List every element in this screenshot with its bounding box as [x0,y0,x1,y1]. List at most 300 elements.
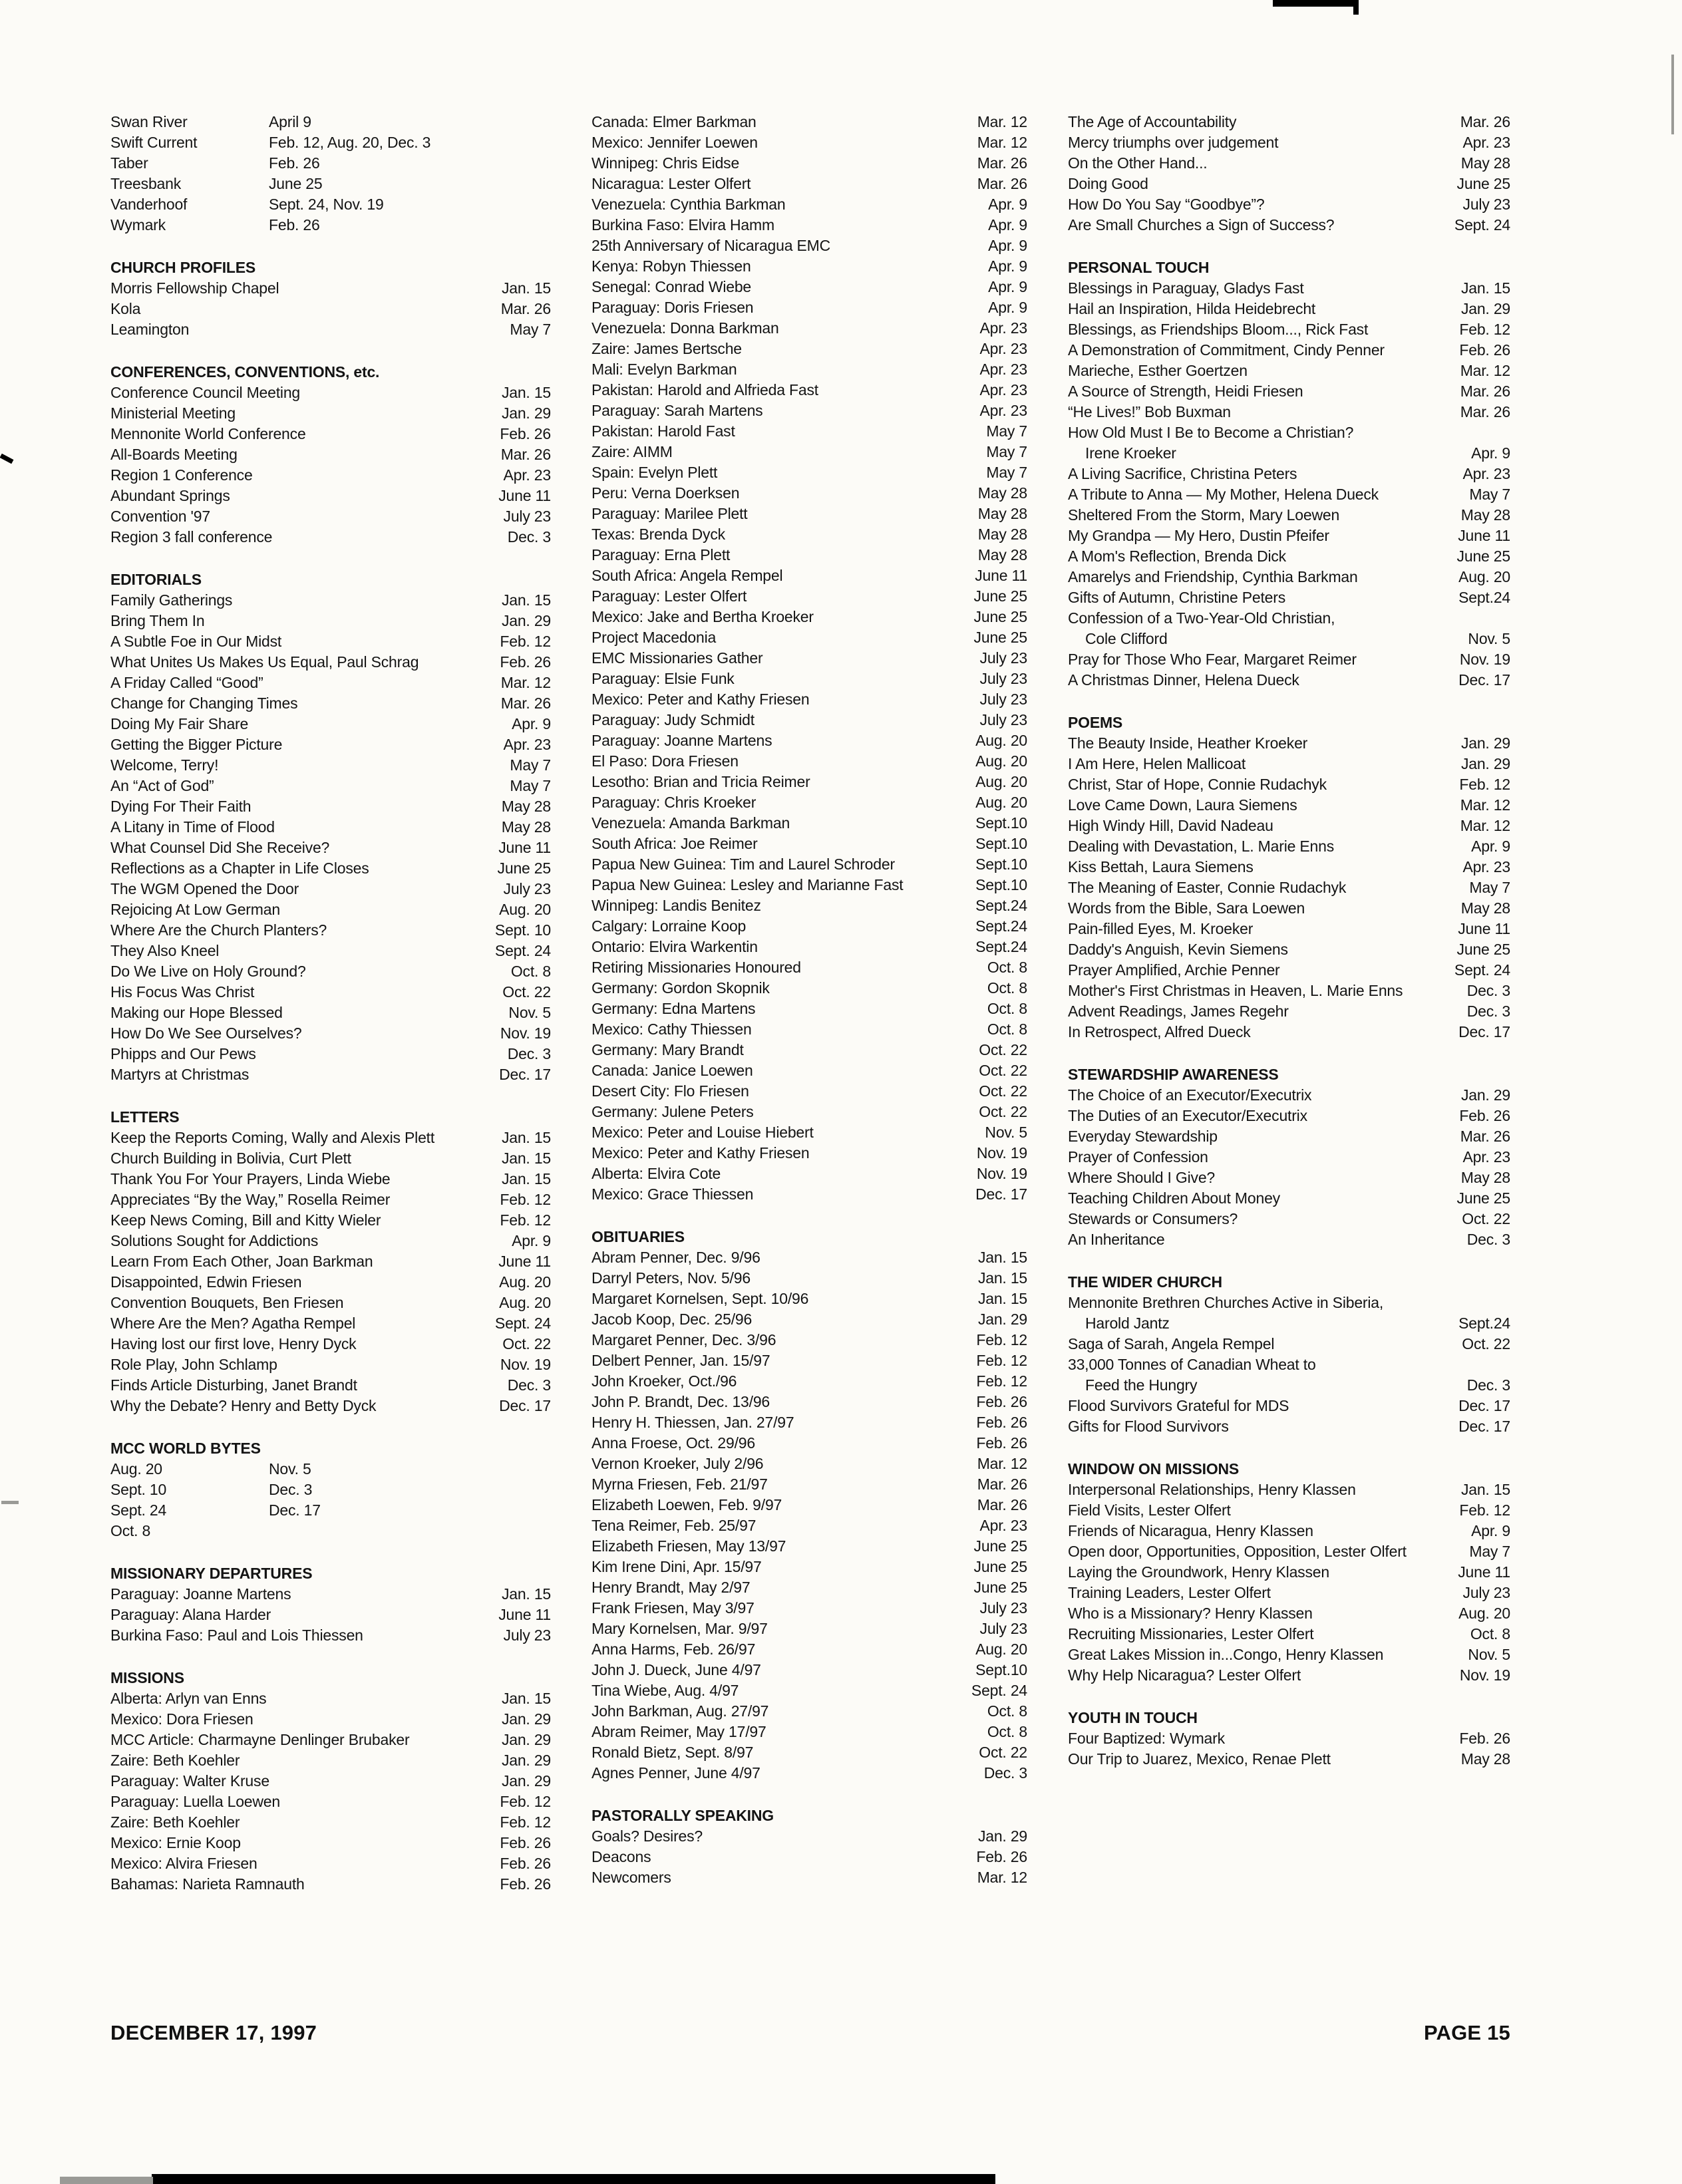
index-entry [110,1625,551,1646]
entry-title: Germany: Julene Peters [591,1103,754,1120]
index-entry [110,631,551,652]
entry-date: Jan. 29 [1460,1086,1510,1104]
entry-date: June 11 [975,567,1027,584]
index-entry [1068,1085,1510,1106]
entry-date: Oct. 22 [979,1041,1027,1058]
entry-date: Sept. 24 [1454,961,1510,979]
entry-date: May 28 [977,546,1027,563]
index-entry [110,1313,551,1334]
entry-title: An “Act of God” [110,777,214,794]
entry-title: Mexico: Jake and Bertha Kroeker [591,608,814,625]
entry-title: Kola [110,300,141,317]
section-heading: MCC WORLD BYTES [110,1440,261,1457]
entry-date: Mar. 12 [1460,796,1510,814]
entry-date: June 11 [498,1253,551,1270]
index-entry [1068,1001,1510,1022]
entry-date: Mar. 12 [1460,817,1510,834]
index-entry [110,817,551,838]
entry-date: July 23 [1462,1584,1510,1601]
entry-date: Jan. 15 [501,1585,551,1603]
entry-title: Keep News Coming, Bill and Kitty Wieler [110,1211,381,1229]
index-entry [1068,1229,1510,1250]
index-entry [110,215,551,235]
entry-title: Family Gatherings [110,591,233,609]
entry-date: June 11 [498,487,551,504]
index-entry [110,506,551,527]
entry-title: Mexico: Peter and Louise Hiebert [591,1124,814,1141]
section-heading: PERSONAL TOUCH [1068,259,1210,276]
section-heading: EDITORIALS [110,571,202,588]
entry-title: Why the Debate? Henry and Betty Dyck [110,1397,377,1414]
index-entry [591,999,1027,1019]
entry-title: El Paso: Dora Friesen [591,752,739,770]
index-section [591,1227,1027,1784]
entry-date: April 9 [269,113,311,130]
entry-date: Sept. 24 [494,1315,551,1332]
entry-title: Confession of a Two-Year-Old Christian, [1068,609,1335,627]
entry-date: July 23 [503,508,551,525]
entry-title: His Focus Was Christ [110,983,255,1001]
entry-date: Sept.24 [975,938,1027,955]
index-entry [591,504,1027,524]
entry-date: May 28 [1460,899,1510,917]
scan-artifact [60,2177,153,2184]
entry-date: Aug. 20 [499,1294,551,1311]
entry-title: Where Should I Give? [1068,1169,1216,1186]
index-entry [1068,484,1510,505]
index-columns [110,112,1510,1895]
entry-date: May 7 [1469,486,1510,503]
index-entry [591,545,1027,565]
index-entry [1068,1665,1510,1686]
entry-date: Feb. 26 [976,1414,1027,1431]
entry-title: “He Lives!” Bob Buxman [1068,403,1231,420]
index-entry [591,875,1027,895]
entry-title: Calgary: Lorraine Koop [591,917,747,935]
index-entry [591,256,1027,277]
index-section [1068,1272,1510,1437]
entry-title: Paraguay: Joanne Martens [110,1585,291,1603]
index-entry [1068,898,1510,919]
entry-title: The WGM Opened the Door [110,880,299,897]
entry-date: Feb. 26 [1459,1107,1510,1124]
entry-title: I Am Here, Helen Mallicoat [1068,755,1246,772]
entry-title: Vernon Kroeker, July 2/96 [591,1455,764,1472]
index-entry [591,462,1027,483]
entry-title: Sept. 24 [110,1501,167,1519]
entry-date: Feb. 12 [1459,1501,1510,1519]
index-section [1068,112,1510,235]
entry-date: Jan. 15 [501,384,551,401]
index-entry [591,1763,1027,1784]
index-entry [1068,505,1510,526]
entry-date: Sept.10 [975,835,1027,852]
entry-title: Peru: Verna Doerksen [591,484,740,502]
index-entry [591,277,1027,297]
entry-title: Bring Them In [110,612,205,629]
entry-date: Mar. 26 [977,1476,1027,1493]
entry-title: Desert City: Flo Friesen [591,1082,749,1100]
index-section [591,1805,1027,1888]
index-entry [1068,153,1510,174]
index-entry [591,1081,1027,1102]
entry-date: Apr. 23 [503,736,551,753]
entry-date: Feb. 26 [500,1855,551,1872]
entry-title: A Demonstration of Commitment, Cindy Penner [1068,341,1385,359]
entry-date: Nov. 19 [500,1356,551,1373]
index-entry [591,916,1027,937]
index-column-3 [1068,112,1510,1895]
entry-date: Nov. 5 [1468,1646,1510,1663]
index-section [1068,1064,1510,1250]
entry-title: Thank You For Your Prayers, Linda Wiebe [110,1170,391,1187]
index-entry [110,1792,551,1812]
entry-title: Why Help Nicaragua? Lester Olfert [1068,1666,1301,1684]
entry-title: Rejoicing At Low German [110,901,280,918]
entry-date: June 25 [973,1579,1027,1596]
index-entry [591,400,1027,421]
entry-date: June 25 [973,587,1027,605]
entry-date: Feb. 12 [976,1331,1027,1348]
index-entry [591,1495,1027,1515]
index-entry [110,1128,551,1148]
index-entry-continuation [1068,443,1510,464]
entry-date: Oct. 22 [979,1744,1027,1761]
entry-date: Dec. 17 [1458,1397,1510,1414]
entry-date: Feb. 12 [500,1191,551,1208]
entry-title: Paraguay: Walter Kruse [110,1772,269,1790]
index-section [110,257,551,340]
index-entry [591,648,1027,669]
entry-date: June 25 [973,1537,1027,1555]
index-entry [1068,1188,1510,1209]
index-entry [591,1040,1027,1060]
entry-date: Mar. 12 [977,1455,1027,1472]
entry-title: Hail an Inspiration, Hilda Heidebrecht [1068,300,1316,317]
entry-title: They Also Kneel [110,942,220,959]
entry-date: Oct. 8 [987,1723,1027,1740]
index-entry [110,465,551,486]
entry-date: May 28 [977,526,1027,543]
entry-title: Henry Brandt, May 2/97 [591,1579,751,1596]
index-entry [591,792,1027,813]
index-entry [110,1709,551,1730]
entry-date: Aug. 20 [1458,1605,1510,1622]
entry-date: June 25 [973,608,1027,625]
entry-date: Oct. 8 [987,959,1027,976]
index-entry [110,1189,551,1210]
index-entry [1068,278,1510,299]
entry-date: Mar. 12 [977,134,1027,151]
entry-date: Nov. 19 [1459,651,1510,668]
entry-date: Apr. 23 [1462,858,1510,875]
index-section [110,1438,551,1541]
entry-date: Mar. 26 [977,154,1027,172]
entry-date: May 7 [510,321,551,338]
entry-date: Sept.10 [975,1661,1027,1678]
entry-date: Jan. 15 [501,1129,551,1146]
entry-title: Elizabeth Loewen, Feb. 9/97 [591,1496,782,1513]
entry-title: Mexico: Peter and Kathy Friesen [591,691,810,708]
entry-title: 33,000 Tonnes of Canadian Wheat to [1068,1356,1316,1373]
footer-date: DECEMBER 17, 1997 [110,2021,317,2044]
entry-title: Bahamas: Narieta Ramnauth [110,1875,305,1893]
entry-date: Mar. 26 [500,300,551,317]
index-entry [110,1750,551,1771]
index-entry [1068,1126,1510,1147]
entry-date: May 28 [1460,506,1510,524]
entry-title: What Unites Us Makes Us Equal, Paul Schrag [110,653,419,671]
index-entry [1068,1293,1510,1313]
index-entry [1068,567,1510,587]
entry-title: How Do We See Ourselves? [110,1024,302,1042]
entry-date: May 7 [986,443,1027,460]
index-entry [591,1164,1027,1184]
index-entry [1068,1022,1510,1042]
entry-date: July 23 [1462,196,1510,213]
index-entry [591,174,1027,194]
entry-date: June 25 [1456,941,1510,958]
entry-title: Region 3 fall conference [110,528,273,546]
entry-date: Sept. 24, Nov. 19 [269,196,384,213]
entry-title: A Tribute to Anna — My Mother, Helena Dueck [1068,486,1379,503]
entry-date: May 28 [1460,1169,1510,1186]
entry-title: Project Macedonia [591,629,717,646]
index-section [110,1563,551,1646]
index-entry [591,730,1027,751]
entry-date: July 23 [979,670,1027,687]
index-entry [1068,857,1510,877]
index-entry [1068,112,1510,132]
index-entry [591,1412,1027,1433]
index-entry [110,858,551,879]
index-entry-continuation [1068,1313,1510,1334]
entry-title: Paraguay: Judy Schmidt [591,711,755,728]
index-entry [110,590,551,611]
entry-date: Apr. 9 [988,237,1027,254]
entry-date: Mar. 26 [1460,403,1510,420]
index-entry [1068,649,1510,670]
index-entry [1068,836,1510,857]
index-entry [1068,1583,1510,1603]
section-heading: PASTORALLY SPEAKING [591,1807,774,1824]
entry-title: Treesbank [110,175,182,192]
entry-date: Jan. 15 [501,1150,551,1167]
entry-title: Region 1 Conference [110,466,253,484]
scan-artifact [1,1501,19,1504]
entry-date: Dec. 17 [499,1397,551,1414]
entry-date: Jan. 29 [501,404,551,422]
entry-date: Feb. 26 [500,1875,551,1893]
index-entry [1068,194,1510,215]
entry-date: Dec. 17 [499,1066,551,1083]
entry-title: Doing Good [1068,175,1148,192]
index-entry [110,1480,551,1500]
index-entry [591,1847,1027,1867]
entry-date: Dec. 3 [507,1045,551,1062]
entry-title: Interpersonal Relationships, Henry Klassen [1068,1481,1356,1498]
entry-date: Aug. 20 [975,732,1027,749]
entry-date: Feb. 12 [500,633,551,650]
index-entry [591,1102,1027,1122]
entry-title: Canada: Elmer Barkman [591,113,757,130]
index-entry [1068,795,1510,816]
entry-date: June 11 [498,1606,551,1623]
entry-date: Apr. 9 [988,216,1027,234]
entry-date: Apr. 23 [1462,134,1510,151]
entry-date: May 28 [977,505,1027,522]
index-entry [110,424,551,444]
entry-date: July 23 [979,649,1027,667]
index-entry [1068,1562,1510,1583]
index-section [1068,257,1510,691]
entry-date: Sept.10 [975,876,1027,893]
index-entry [591,834,1027,854]
index-entry [110,611,551,631]
index-entry [591,1060,1027,1081]
index-entry [591,1660,1027,1680]
entry-title: Dealing with Devastation, L. Marie Enns [1068,838,1335,855]
entry-title: Dying For Their Faith [110,798,252,815]
entry-date: Nov. 5 [508,1004,551,1021]
entry-title: Christ, Star of Hope, Connie Rudachyk [1068,776,1327,793]
entry-date: Apr. 9 [988,196,1027,213]
entry-date: Oct. 22 [979,1062,1027,1079]
entry-date: Oct. 22 [1462,1335,1510,1352]
entry-title: Ministerial Meeting [110,404,236,422]
index-entry [591,957,1027,978]
entry-title: The Duties of an Executor/Executrix [1068,1107,1307,1124]
entry-title: South Africa: Angela Rempel [591,567,783,584]
entry-date: Jan. 29 [977,1311,1027,1328]
index-entry [591,1577,1027,1598]
index-entry [1068,939,1510,960]
entry-title: Teaching Children About Money [1068,1189,1280,1207]
index-entry [591,1474,1027,1495]
index-entry [110,1688,551,1709]
index-entry [110,153,551,174]
entry-title: Elizabeth Friesen, May 13/97 [591,1537,786,1555]
index-entry [110,1293,551,1313]
index-entry [110,1833,551,1853]
index-entry [591,586,1027,607]
entry-date: Jan. 29 [1460,300,1510,317]
entry-title: Canada: Janice Loewen [591,1062,753,1079]
entry-date: Jan. 29 [1460,755,1510,772]
entry-date: Dec. 17 [1458,1418,1510,1435]
index-entry [110,1730,551,1750]
entry-date: Nov. 19 [500,1024,551,1042]
index-entry-continuation [1068,629,1510,649]
index-entry [591,1122,1027,1143]
index-entry [110,1812,551,1833]
index-entry [591,772,1027,792]
entry-title: Are Small Churches a Sign of Success? [1068,216,1335,234]
entry-title: Paraguay: Erna Plett [591,546,731,563]
entry-title: Paraguay: Elsie Funk [591,670,735,687]
index-entry [591,297,1027,318]
entry-date: July 23 [503,880,551,897]
entry-title: Newcomers [591,1869,671,1886]
entry-title: The Beauty Inside, Heather Kroeker [1068,734,1308,752]
entry-title: Convention Bouquets, Ben Friesen [110,1294,344,1311]
index-entry [591,1289,1027,1309]
section-heading: STEWARDSHIP AWARENESS [1068,1066,1279,1083]
section-heading: WINDOW ON MISSIONS [1068,1460,1240,1478]
entry-title: The Age of Accountability [1068,113,1237,130]
entry-date: Sept.24 [1458,1315,1510,1332]
index-entry [1068,1209,1510,1229]
entry-date: Mar. 12 [977,1869,1027,1886]
index-entry-continuation [1068,1375,1510,1396]
entry-title: Alberta: Elvira Cote [591,1165,721,1182]
entry-title: Prayer Amplified, Archie Penner [1068,961,1280,979]
index-entry [591,1598,1027,1619]
index-entry [1068,1603,1510,1624]
entry-title: Mercy triumphs over judgement [1068,134,1279,151]
entry-title: Welcome, Terry! [110,756,219,774]
entry-date: May 7 [510,756,551,774]
index-entry [591,153,1027,174]
entry-title: Mennonite Brethren Churches Active in Siberia, [1068,1294,1384,1311]
index-entry [591,813,1027,834]
entry-title: Martyrs at Christmas [110,1066,250,1083]
entry-title: Love Came Down, Laura Siemens [1068,796,1297,814]
entry-title: A Source of Strength, Heidi Friesen [1068,383,1303,400]
index-entry [591,751,1027,772]
index-entry [591,1826,1027,1847]
index-entry [591,689,1027,710]
index-entry [1068,1644,1510,1665]
index-entry [110,194,551,215]
entry-date: Apr. 23 [979,381,1027,398]
entry-title: Flood Survivors Grateful for MDS [1068,1397,1289,1414]
index-entry [1068,340,1510,361]
entry-title: John Barkman, Aug. 27/97 [591,1702,769,1720]
entry-title: Field Visits, Lester Olfert [1068,1501,1231,1519]
entry-title: Tina Wiebe, Aug. 4/97 [591,1682,739,1699]
entry-title: Making our Hope Blessed [110,1004,283,1021]
entry-title: Wymark [110,216,166,234]
entry-date: Sept.24 [975,897,1027,914]
index-entry [110,734,551,755]
index-entry [110,776,551,796]
entry-title: Church Building in Bolivia, Curt Plett [110,1150,351,1167]
entry-date: Jan. 15 [501,1690,551,1707]
index-entry [1068,754,1510,774]
index-section [1068,1708,1510,1770]
index-entry [1068,1354,1510,1375]
index-entry [110,1003,551,1023]
index-entry [1068,132,1510,153]
entry-date: Feb. 12 [1459,776,1510,793]
entry-title: Abram Reimer, May 17/97 [591,1723,766,1740]
entry-date: Feb. 12, Aug. 20, Dec. 3 [269,134,431,151]
index-entry [591,380,1027,400]
entry-title: 25th Anniversary of Nicaragua EMC [591,237,831,254]
index-entry [110,673,551,693]
index-entry [1068,1396,1510,1416]
entry-title: Morris Fellowship Chapel [110,279,279,297]
entry-date: Apr. 9 [512,715,551,732]
entry-date: Feb. 12 [500,1211,551,1229]
entry-date: Jan. 15 [1460,279,1510,297]
scan-artifact [0,454,13,464]
index-entry [110,1874,551,1895]
index-entry [591,1742,1027,1763]
entry-date: Dec. 3 [1466,1376,1510,1394]
index-entry [1068,587,1510,608]
